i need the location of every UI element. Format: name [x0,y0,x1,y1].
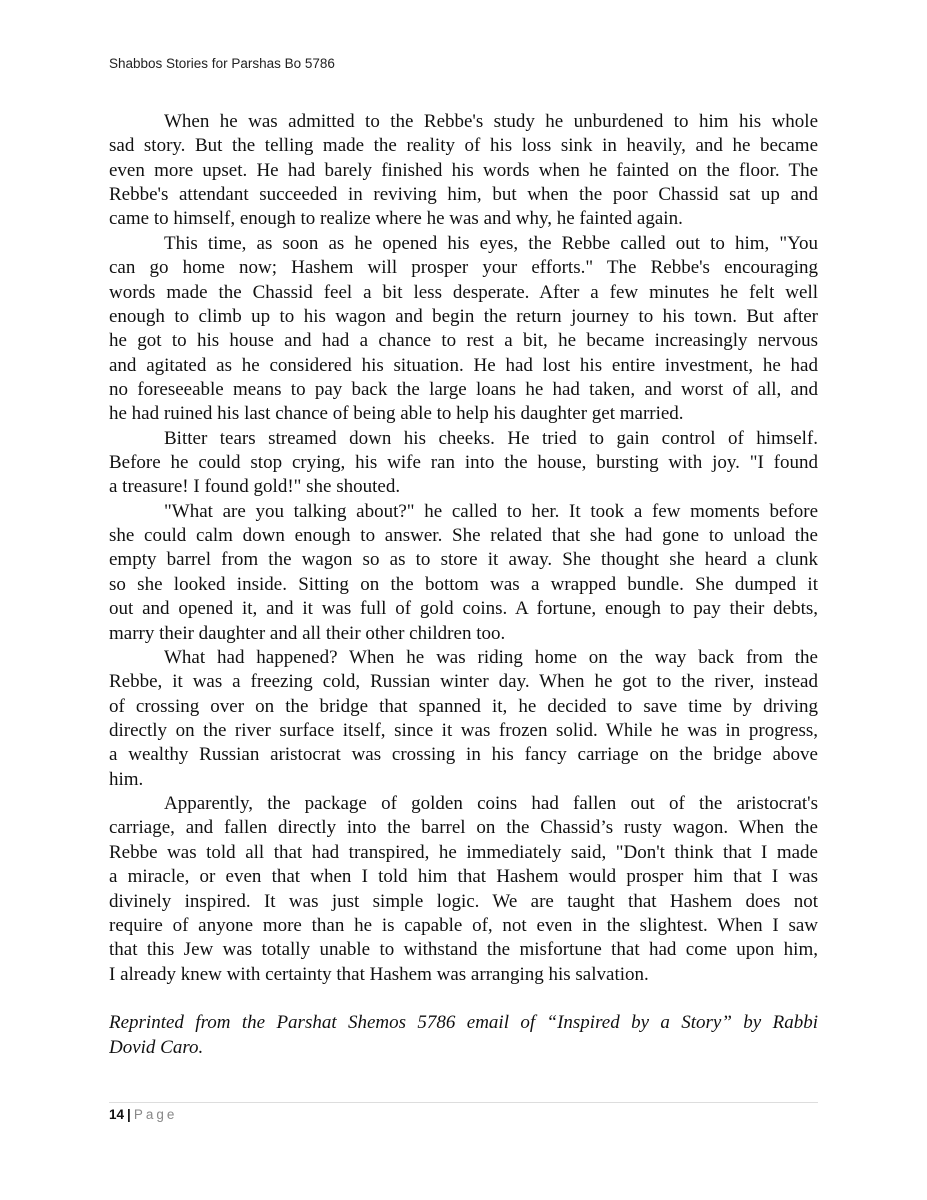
credit-line: Reprinted from the Parshat Shemos 5786 email of “Inspired by a Story” by Rabbi [109,1012,818,1034]
paragraph [109,427,818,500]
text-line: carriage, and fallen directly into the barrel on the Chassid’s rusty wagon. When the [109,817,818,839]
text-line: Rebbe, it was a freezing cold, Russian winter day. When he got to the river, instead [109,671,818,693]
text-line: Bitter tears streamed down his cheeks. He tried to gain control of himself. [164,427,818,449]
text-line: out and opened it, and it was full of gold coins. A fortune, enough to pay their debts, [109,598,818,620]
text-line: When he was admitted to the Rebbe's study he unburdened to him his whole [164,111,818,132]
page-number: 14 [109,1107,125,1122]
text-line: words made the Chassid feel a bit less desperate. After a few minutes he felt well [109,281,818,303]
text-line: sad story. But the telling made the reality of his loss sink in heavily, and he became [109,135,818,157]
paragraph [109,500,818,646]
running-header: Shabbos Stories for Parshas Bo 5786 [109,56,335,71]
text-line: so she looked inside. Sitting on the bottom was a wrapped bundle. She dumped it [109,573,818,595]
text-line: This time, as soon as he opened his eyes, the Rebbe called out to him, "You [164,232,818,254]
paragraph [109,792,818,987]
footer-separator: | [127,1107,131,1122]
text-line: came to himself, enough to realize where he was and why, he fainted again. [109,208,683,230]
text-line: I already knew with certainty that Hashem was arranging his salvation. [109,963,649,985]
text-line: enough to climb up to his wagon and begin the return journey to his town. But after [109,305,818,327]
paragraph [109,646,818,792]
reprint-credit [109,1011,818,1060]
text-line: a treasure! I found gold!" she shouted. [109,476,401,498]
footer-divider [109,1102,818,1103]
text-line: Rebbe's attendant succeeded in reviving him, but when the poor Chassid sat up and [109,184,818,206]
story-body [109,110,818,1060]
text-line: What had happened? When he was riding home on the way back from the [164,646,818,668]
text-line: require of anyone more than he is capable of, not even in the slightest. When I saw [109,914,818,936]
text-line: Rebbe was told all that had transpired, he immediately said, "Don't think that I made [109,841,818,863]
credit-line: Dovid Caro. [109,1036,204,1058]
page-footer [109,1107,177,1122]
text-line: divinely inspired. It was just simple logic. We are taught that Hashem does not [109,890,818,912]
text-line: Before he could stop crying, his wife ran into the house, bursting with joy. "I found [109,452,818,474]
text-line: Apparently, the package of golden coins had fallen out of the aristocrat's [164,793,818,815]
text-line: a miracle, or even that when I told him that Hashem would prosper him that I was [109,866,818,888]
text-line: no foreseeable means to pay back the large loans he had taken, and worst of all, and [109,378,818,400]
paragraph [109,110,818,232]
text-line: he got to his house and had a chance to rest a bit, he became increasingly nervous [109,330,818,352]
text-line: that this Jew was totally unable to withstand the misfortune that had come upon him, [109,939,818,961]
text-line: "What are you talking about?" he called to her. It took a few moments before [164,500,818,522]
text-line: she could calm down enough to answer. She related that she had gone to unload the [109,525,818,547]
text-line: of crossing over on the bridge that spanned it, he decided to save time by driving [109,695,818,717]
text-line: a wealthy Russian aristocrat was crossing in his fancy carriage on the bridge above [109,744,818,766]
text-line: and agitated as he considered his situation. He had lost his entire investment, he had [109,354,818,376]
paragraph [109,232,818,427]
page-label: Page [133,1107,178,1122]
text-line: directly on the river surface itself, since it was frozen solid. While he was in progress, [109,719,818,741]
text-line: he had ruined his last chance of being able to help his daughter get married. [109,403,684,425]
text-line: marry their daughter and all their other children too. [109,622,506,644]
text-line: even more upset. He had barely finished his words when he fainted on the floor. The [109,159,818,181]
text-line: empty barrel from the wagon so as to store it away. She thought she heard a clunk [109,549,818,571]
text-line: can go home now; Hashem will prosper your efforts." The Rebbe's encouraging [109,257,818,279]
text-line: him. [109,768,144,790]
